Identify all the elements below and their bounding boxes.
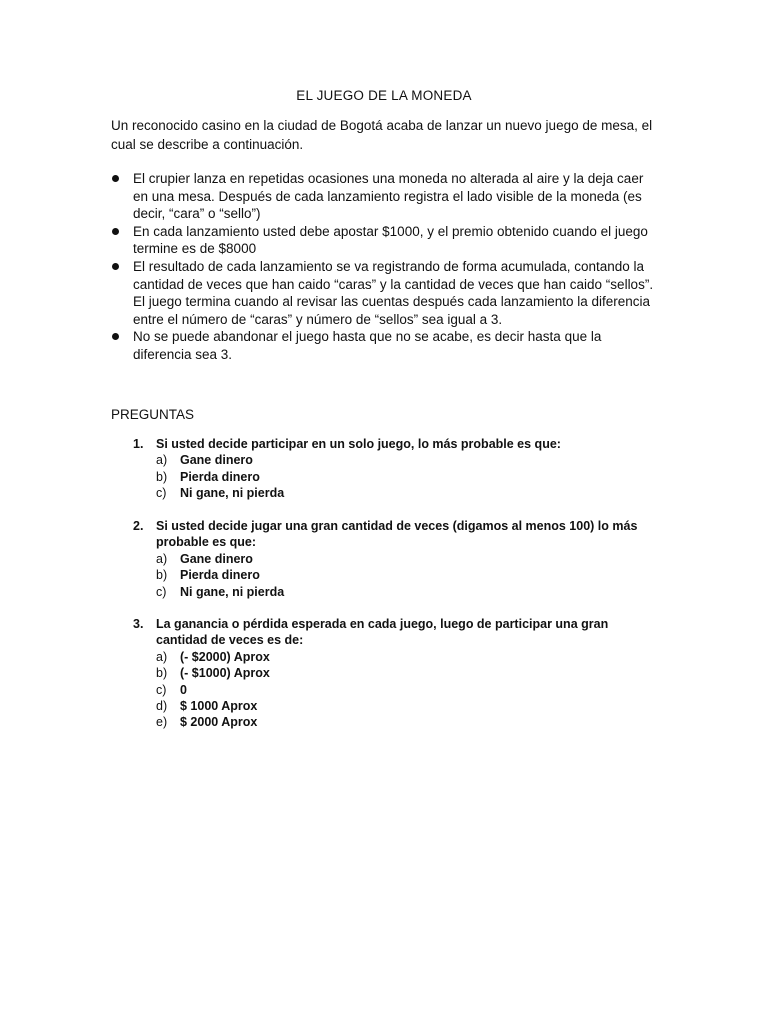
question-number: 3. — [133, 617, 144, 631]
rule-item — [111, 170, 656, 223]
option-text: $ 2000 Aprox — [180, 715, 258, 730]
question-3 — [133, 616, 653, 731]
option-item — [156, 682, 653, 698]
option-letter: c) — [156, 486, 167, 501]
options-list — [133, 452, 653, 501]
option-text: (- $2000) Aprox — [180, 649, 270, 664]
question-header — [133, 518, 653, 551]
option-letter: a) — [156, 551, 168, 566]
option-letter: b) — [156, 469, 168, 484]
question-header — [133, 616, 653, 649]
question-number: 2. — [133, 519, 144, 533]
question-1 — [133, 436, 653, 502]
option-item — [156, 551, 653, 567]
question-header — [133, 436, 653, 452]
rule-text: No se puede abandonar el juego hasta que no se acabe, es decir hasta que la diferencia sea 3. — [133, 329, 602, 362]
option-text: Gane dinero — [180, 453, 253, 468]
rule-text: El crupier lanza en repetidas ocasiones una moneda no alterada al aire y la deja caer en una mesa. Después de cada lanzamiento registra el lado visible de la moneda (es decir, “cara” o “sello”) — [133, 171, 644, 222]
option-text: (- $1000) Aprox — [180, 666, 270, 681]
option-item — [156, 698, 653, 714]
option-item — [156, 452, 653, 468]
option-letter: c) — [156, 682, 167, 697]
option-item — [156, 469, 653, 485]
option-text: Gane dinero — [180, 551, 253, 566]
option-item — [156, 584, 653, 600]
questions-heading: PREGUNTAS — [111, 407, 195, 422]
option-text: Pierda dinero — [180, 469, 260, 484]
option-item — [156, 714, 653, 730]
document-title: EL JUEGO DE LA MONEDA — [296, 88, 472, 103]
question-text: Si usted decide jugar una gran cantidad de veces (digamos al menos 100) lo más probable es que: — [156, 519, 638, 550]
question-2 — [133, 518, 653, 600]
question-text: La ganancia o pérdida esperada en cada juego, luego de participar una gran cantidad de veces es de: — [156, 617, 609, 648]
question-text: Si usted decide participar en un solo juego, lo más probable es que: — [156, 437, 561, 451]
option-item — [156, 665, 653, 681]
option-letter: e) — [156, 715, 168, 730]
question-number: 1. — [133, 437, 144, 451]
option-letter: a) — [156, 649, 168, 664]
rule-text: El resultado de cada lanzamiento se va registrando de forma acumulada, contando la cantidad de veces que han caido “caras” y la cantidad de veces que han caido “sellos”. El juego termina cuando al revisar las cuentas después cada lanzamiento la diferencia entre el número de “caras” y número de “sellos” sea igual a 3. — [133, 258, 654, 327]
rule-item — [111, 258, 656, 328]
option-letter: a) — [156, 453, 168, 468]
bullet-icon — [112, 263, 119, 270]
option-item — [156, 567, 653, 583]
rule-item — [111, 223, 656, 258]
rule-item — [111, 328, 656, 363]
option-text: $ 1000 Aprox — [180, 699, 258, 714]
option-item — [156, 649, 653, 665]
option-letter: b) — [156, 568, 168, 583]
option-text: Pierda dinero — [180, 568, 260, 583]
option-letter: b) — [156, 666, 168, 681]
rule-text: En cada lanzamiento usted debe apostar $1000, y el premio obtenido cuando el juego termine es de $8000 — [133, 223, 648, 257]
option-text: Ni gane, ni pierda — [180, 486, 285, 501]
bullet-icon — [112, 333, 119, 340]
option-letter: d) — [156, 699, 168, 714]
intro-paragraph: Un reconocido casino en la ciudad de Bogotá acaba de lanzar un nuevo juego de mesa, el cual se describe a continuación. — [111, 118, 653, 152]
option-item — [156, 485, 653, 501]
option-letter: c) — [156, 584, 167, 599]
option-text: 0 — [180, 682, 187, 697]
bullet-icon — [112, 228, 119, 235]
bullet-icon — [112, 175, 119, 182]
options-list — [133, 649, 653, 731]
rules-list — [111, 170, 656, 364]
options-list — [133, 551, 653, 600]
option-text: Ni gane, ni pierda — [180, 584, 285, 599]
